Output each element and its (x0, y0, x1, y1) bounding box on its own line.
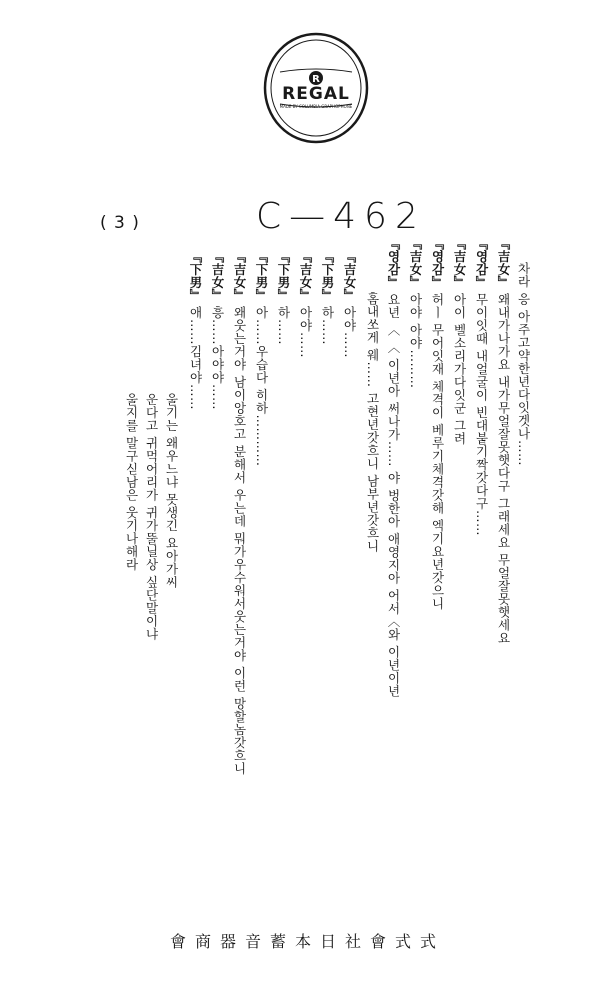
line-text: 아야…… (298, 306, 313, 358)
logo-monogram: R (312, 74, 320, 85)
line-text: 허ㅣ 무어잇재 체격이 베루기체격갓해 엑기요년갓으니 (430, 293, 445, 610)
speaker-label: 『下男』 (276, 250, 291, 302)
script-line (365, 292, 379, 552)
logo-fine-print: MADE BY COLUMBIA GRAPHOPHONE (279, 104, 353, 109)
line-text: 아야…… (342, 306, 357, 358)
line-text: 홈내쏘게 웨…… 고현년갓흐니 남부년갓흐니 (365, 292, 380, 553)
speaker-label: 『吉女』 (342, 250, 357, 302)
speaker-label: 『吉女』 (298, 250, 313, 302)
speaker-label: 『영감』 (386, 237, 401, 289)
line-text: 왜내가나가요 내가무얼잘못햇다구 그래세요 무얼잘못햇세요 (496, 293, 511, 645)
script-line (298, 250, 312, 358)
script-line (496, 237, 510, 644)
line-text: 아야 아야……… (408, 293, 423, 389)
publisher-footer: 會商器音蓄本日社會式式 (169, 932, 445, 951)
script-line (408, 237, 422, 388)
regal-logo (262, 32, 370, 144)
line-text: 아이 벨소리가다잇군 그려 (452, 293, 467, 445)
line-text: 운다고 귀먹어리가 귀가뚤닐상 싶단말이냐 (144, 393, 159, 641)
song-line (144, 393, 158, 640)
script-line (232, 250, 246, 775)
line-text: 하…… (320, 306, 335, 345)
song-line (164, 393, 178, 588)
script-line (474, 237, 488, 536)
script-line (516, 262, 530, 466)
line-text: 아……우습다 히하………… (254, 306, 269, 467)
line-text: 하…… (276, 306, 291, 345)
script-line (342, 250, 356, 358)
script-line (276, 250, 290, 345)
script-line (452, 237, 466, 445)
speaker-label: 『영감』 (474, 237, 489, 289)
record-number: C—462 (256, 196, 426, 237)
speaker-label: 『吉女』 (408, 237, 423, 289)
regal-logo-graphic (262, 32, 370, 144)
speaker-label: 『下男』 (188, 250, 203, 302)
script-line (386, 237, 400, 697)
script-line (188, 250, 202, 410)
speaker-label: 『吉女』 (232, 250, 247, 302)
line-text: 차라 응 아주고약한년다잇겟나…… (516, 262, 531, 466)
speaker-label: 『吉女』 (496, 237, 511, 289)
script-line (254, 250, 268, 466)
line-text: 울지를 말구싣남은 웃기나해라 (124, 393, 139, 571)
speaker-label: 『영감』 (430, 237, 445, 289)
line-text: 울기는 왜우느냐 못생긴 요아가씨 (164, 393, 179, 589)
song-line (124, 393, 138, 571)
speaker-label: 『吉女』 (210, 250, 225, 302)
script-line (320, 250, 334, 345)
line-text: 요년 〈 〈 이년아 써나가…… 야 벙한아 애영지아 어서〈와 이년이년 (386, 293, 401, 698)
speaker-label: 『下男』 (320, 250, 335, 302)
script-line (430, 237, 444, 610)
speaker-label: 『下男』 (254, 250, 269, 302)
line-text: 왜웃는거야 남이앙호고 분해서 우는데 뭐가우수워서웃는거야 이런 망할놈갓흐니 (232, 306, 247, 775)
logo-brand: REGAL (282, 84, 350, 104)
speaker-label: 『吉女』 (452, 237, 467, 289)
script-line (210, 250, 224, 410)
page-number: ( 3 ) (100, 213, 140, 233)
line-text: 흥……아야야…… (210, 306, 225, 410)
line-text: 무이잇때 내얼굴이 빈대붙기짝갓다구…… (474, 293, 489, 536)
line-text: 애……김녀야…… (188, 306, 203, 410)
